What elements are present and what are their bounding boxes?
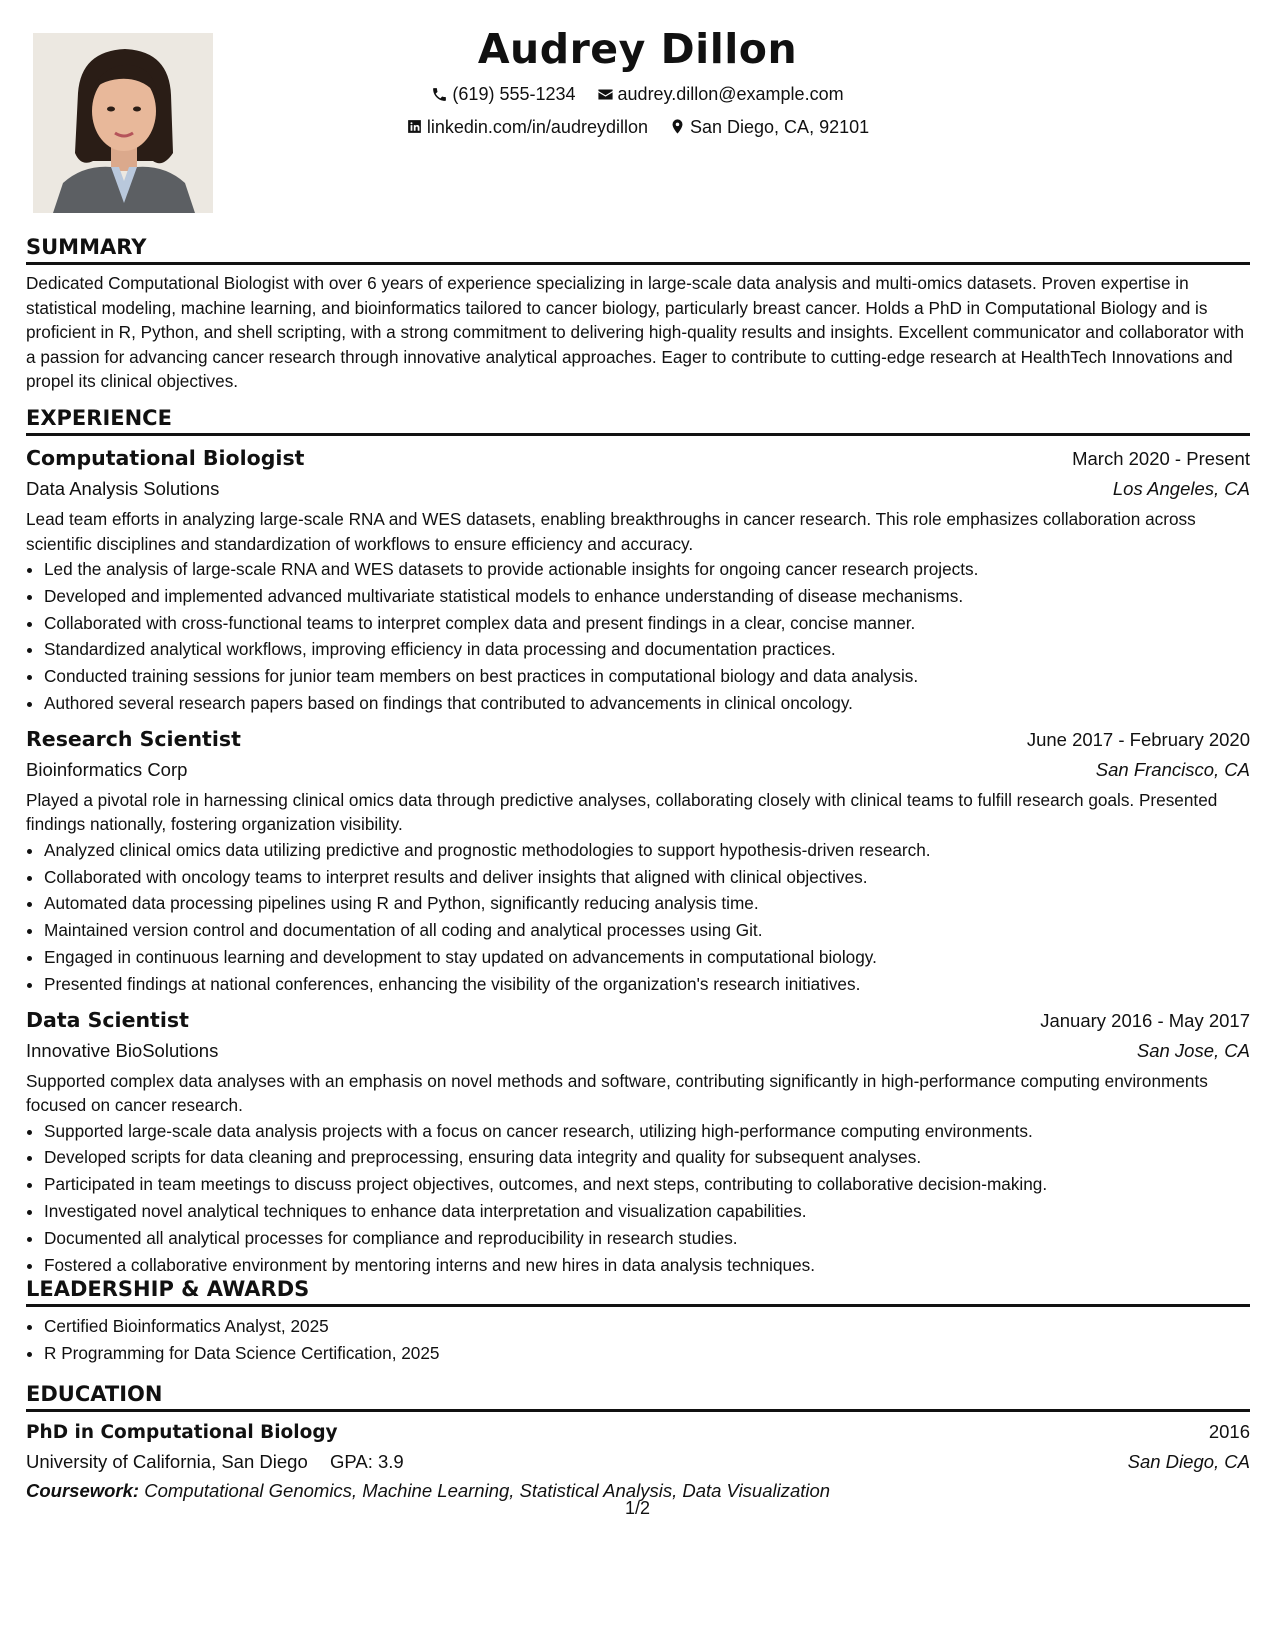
school-location: San Diego, CA	[1127, 1451, 1250, 1472]
coursework-list: Computational Genomics, Machine Learning, Statistical Analysis, Data Visualization	[144, 1480, 831, 1501]
job-title: Computational Biologist	[26, 446, 305, 470]
job-entry	[26, 442, 1250, 717]
job-dates: March 2020 - Present	[1072, 448, 1250, 469]
list-item: • Collaborated with oncology teams to interpret results and deliver insights that aligned with clinical objectives.	[44, 864, 1250, 891]
job-entry	[26, 723, 1250, 998]
list-item: • Led the analysis of large-scale RNA and WES datasets to provide actionable insights for ongoing cancer research projects.	[44, 556, 1250, 583]
job-dates: January 2016 - May 2017	[1040, 1009, 1250, 1031]
section-title: SUMMARY	[26, 235, 147, 259]
job-description: Lead team efforts in analyzing large-scale RNA and WES datasets, enabling breakthroughs in cancer research. This role emphasizes collaboration across scientific disciplines and standardization of workflows to ensure efficiency and accuracy.	[26, 509, 1196, 554]
job-title: Data Scientist	[26, 1007, 189, 1032]
job-bullets	[26, 1118, 1250, 1279]
section-divider	[26, 1304, 1250, 1307]
list-item: • Developed and implemented advanced multivariate statistical models to enhance understanding of disease mechanisms.	[44, 583, 1250, 610]
graduation-year: 2016	[1208, 1421, 1250, 1442]
email-contact[interactable]	[597, 78, 844, 110]
list-item: • Participated in team meetings to discuss project objectives, outcomes, and next steps, contributing to collaborative decision-making.	[44, 1171, 1250, 1198]
section-divider	[26, 433, 1250, 436]
summary-text: Dedicated Computational Biologist with over 6 years of experience specializing in large-scale data analysis and multi-omics datasets. Proven expertise in statistical modeling, machine learning, and bioinformatics tailored to cancer biology, particularly breast cancer. Holds a PhD in Computational Biology and is proficient in R, Python, and shell scripting, with a strong commitment to delivering high-quality results and insights. Excellent communicator and collaborator with a passion for advancing cancer research through innovative analytical approaches. Eager to contribute to cutting-edge research at HealthTech Innovations and propel its clinical objectives.	[26, 273, 1245, 391]
contact-row-2	[0, 111, 1275, 146]
list-item: • Standardized analytical workflows, improving efficiency in data processing and documentation practices.	[44, 636, 1250, 663]
list-item: • Developed scripts for data cleaning and preprocessing, ensuring data integrity and quality for subsequent analyses.	[44, 1144, 1250, 1171]
company-name: Innovative BioSolutions	[26, 1039, 219, 1061]
candidate-name: Audrey Dillon	[477, 25, 798, 73]
envelope-icon	[597, 86, 614, 103]
phone-contact[interactable]	[431, 78, 575, 110]
job-dates: June 2017 - February 2020	[1026, 728, 1250, 750]
list-item: • Conducted training sessions for junior team members on best practices in computational biology and data analysis.	[44, 663, 1250, 690]
list-item: • Maintained version control and documentation of all coding and analytical processes using Git.	[44, 917, 1250, 944]
school-info	[26, 1448, 404, 1476]
list-item: • Analyzed clinical omics data utilizing predictive and prognostic methodologies to support hypothesis-driven research.	[44, 837, 1250, 864]
linkedin-text: linkedin.com/in/audreydillon	[426, 116, 648, 137]
company-name: Bioinformatics Corp	[26, 758, 188, 780]
job-location: San Jose, CA	[1136, 1039, 1250, 1061]
section-title: EDUCATION	[26, 1382, 163, 1406]
company-name: Data Analysis Solutions	[26, 478, 220, 499]
linkedin-icon	[406, 118, 423, 135]
leadership-section	[26, 1274, 1250, 1367]
degree-title: PhD in Computational Biology	[26, 1422, 338, 1443]
list-item: • Documented all analytical processes for compliance and reproducibility in research studies.	[44, 1225, 1250, 1252]
section-divider	[26, 262, 1250, 265]
list-item: • Supported large-scale data analysis projects with a focus on cancer research, utilizing high-performance computing environments.	[44, 1118, 1250, 1145]
section-title: EXPERIENCE	[26, 406, 172, 430]
phone-icon	[431, 86, 448, 103]
list-item: • Certified Bioinformatics Analyst, 2025	[44, 1313, 1250, 1340]
map-pin-icon	[669, 118, 686, 135]
email-text: audrey.dillon@example.com	[617, 84, 844, 104]
coursework-label: Coursework:	[26, 1480, 140, 1501]
job-location: Los Angeles, CA	[1112, 478, 1250, 499]
list-item: • R Programming for Data Science Certification, 2025	[44, 1340, 1250, 1367]
section-divider	[26, 1409, 1250, 1412]
summary-section	[26, 232, 1250, 394]
list-item: • Engaged in continuous learning and development to stay updated on advancements in computational biology.	[44, 944, 1250, 971]
phone-text: (619) 555-1234	[452, 84, 576, 104]
list-item: • Investigated novel analytical techniques to enhance data interpretation and visualization capabilities.	[44, 1198, 1250, 1225]
list-item: • Collaborated with cross-functional teams to interpret complex data and present findings in a clear, concise manner.	[44, 610, 1250, 637]
list-item: • Presented findings at national conferences, enhancing the visibility of the organization's research initiatives.	[44, 971, 1250, 998]
linkedin-contact[interactable]	[406, 111, 648, 143]
job-bullets	[26, 556, 1250, 717]
list-item: • Authored several research papers based on findings that contributed to advancements in clinical oncology.	[44, 690, 1250, 717]
awards-list	[26, 1313, 1250, 1367]
experience-section	[26, 403, 1250, 1278]
page-number: 1/2	[624, 1498, 651, 1518]
location-text: San Diego, CA, 92101	[690, 116, 870, 137]
job-description: Supported complex data analyses with an emphasis on novel methods and software, contributing significantly in high-performance computing environments focused on cancer research.	[26, 1070, 1208, 1116]
location-contact	[669, 111, 869, 143]
job-title: Research Scientist	[26, 726, 241, 751]
list-item: • Fostered a collaborative environment by mentoring interns and new hires in data analysis techniques.	[44, 1252, 1250, 1279]
job-entry	[26, 1004, 1250, 1279]
resume-header	[0, 22, 1275, 145]
job-bullets	[26, 837, 1250, 998]
contact-row-1	[0, 78, 1275, 113]
section-title: LEADERSHIP & AWARDS	[26, 1277, 310, 1301]
gpa: GPA: 3.9	[330, 1451, 404, 1472]
school-name: University of California, San Diego	[26, 1451, 308, 1472]
job-location: San Francisco, CA	[1095, 758, 1250, 780]
job-description: Played a pivotal role in harnessing clinical omics data through predictive analyses, collaborating closely with clinical teams to fulfill research goals. Presented findings nationally, fostering organization visibility.	[26, 789, 1218, 835]
list-item: • Automated data processing pipelines using R and Python, significantly reducing analysis time.	[44, 890, 1250, 917]
education-section	[26, 1379, 1250, 1506]
